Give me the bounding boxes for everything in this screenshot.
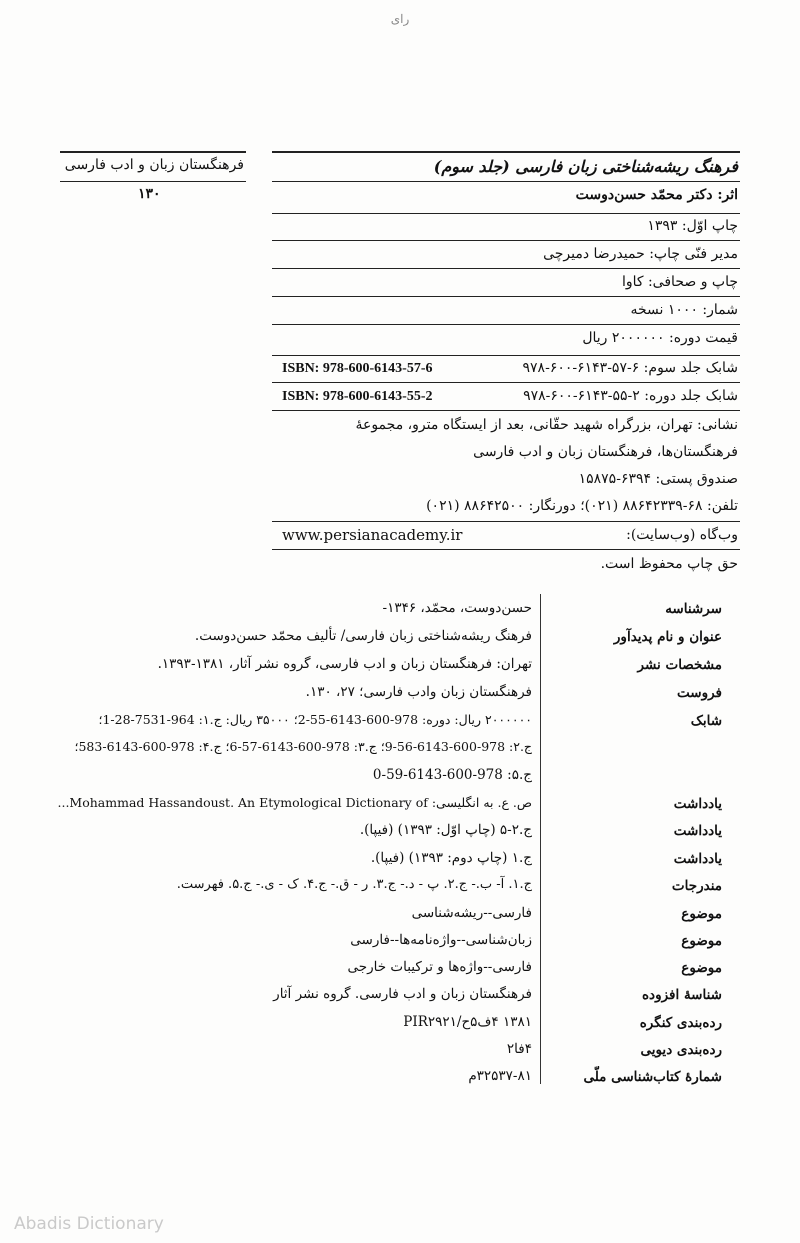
cip-label: یادداشت — [673, 823, 722, 839]
isbn-set-fa: شابک جلد دوره: ۲-۵۵-۶۱۴۳-۶۰۰-۹۷۸ — [523, 388, 738, 404]
watermark-text: Abadis Dictionary — [14, 1214, 164, 1234]
printing-line: چاپ و صحافی: کاوا — [621, 274, 738, 290]
cip-label: یادداشت — [673, 851, 722, 867]
cip-value: ج.۲: 978-600-6143-56-9؛ ج.۳: 978-600-6143-57-6؛ ج.۴: 978-600-6143-583؛ — [74, 739, 532, 754]
book-title: فرهنگ ریشه‌شناختی زبان فارسی (جلد سوم) — [433, 157, 738, 176]
cip-label: موضوع — [681, 906, 722, 922]
cip-label: موضوع — [681, 933, 722, 949]
rule-9 — [272, 410, 740, 411]
cip-value: ۴فا۲ — [506, 1041, 532, 1057]
cip-label: مشخصات نشر — [637, 657, 722, 673]
running-header: رای — [390, 12, 410, 26]
cip-value: ج.۵: 978-600-6143-59-0 — [372, 767, 532, 783]
author-line: اثر: دکتر محمّد حسن‌دوست — [575, 187, 738, 203]
cip-label: رده‌بندی دیویی — [640, 1042, 722, 1058]
cip-value: ۲۰۰۰۰۰۰ ریال: دوره: 978-600-6143-55-2؛ ۳۵۰۰۰ ریال: ج.۱: 964-7531-28-1؛ — [98, 712, 532, 727]
address-line-1: نشانی: تهران، بزرگراه شهید حقّانی، بعد از ایستگاه مترو، مجموعهٔ — [355, 417, 738, 433]
isbn-volume-en: ISBN: 978-600-6143-57-6 — [282, 361, 433, 376]
rule-10 — [272, 521, 740, 522]
isbn-set-en: ISBN: 978-600-6143-55-2 — [282, 389, 433, 404]
cip-value: فارسی--واژه‌ها و ترکیبات خارجی — [347, 959, 532, 975]
cip-label: موضوع — [681, 960, 722, 976]
edition-line: چاپ اوّل: ۱۳۹۳ — [647, 218, 738, 234]
cip-label: سرشناسه — [665, 601, 722, 617]
cip-divider — [540, 594, 541, 1084]
cip-label: شابک — [690, 713, 722, 729]
price-line: قیمت دوره: ۲۰۰۰۰۰۰ ریال — [582, 330, 738, 346]
rule-11 — [272, 549, 740, 550]
cip-value: زبان‌شناسی--واژه‌نامه‌ها--فارسی — [350, 932, 532, 948]
website-label: وب‌گاه (وب‌سایت): — [626, 527, 738, 543]
cip-label: فروست — [677, 685, 722, 701]
pobox-line: صندوق پستی: ۶۳۹۴-۱۵۸۷۵ — [578, 471, 738, 487]
address-line-2: فرهنگستان‌ها، فرهنگستان زبان و ادب فارسی — [473, 444, 738, 460]
rule-5 — [272, 296, 740, 297]
cip-value: ج.۱. آ- ب.- ج.۲. پ - د.- ج.۳. ر - ق.- ج.۴. ک - ی.- ج.۵. فهرست. — [176, 877, 532, 892]
rule-7 — [272, 355, 740, 356]
cip-label: شناسهٔ افزوده — [641, 987, 722, 1003]
isbn-volume-fa: شابک جلد سوم: ۶-۵۷-۶۱۴۳-۶۰۰-۹۷۸ — [522, 360, 738, 376]
cip-value: ۱۳۸۱ ۴ف۵ح/PIR۲۹۲۱ — [403, 1014, 532, 1030]
cip-value: ج.۲-۵ (چاپ اوّل: ۱۳۹۳) (فیپا). — [359, 822, 532, 838]
copies-line: شمار: ۱۰۰۰ نسخه — [630, 302, 738, 318]
cip-label: مندرجات — [671, 878, 722, 894]
cip-value: فارسی--ریشه‌شناسی — [411, 905, 532, 921]
manager-line: مدیر فنّی چاپ: حمیدرضا دمیرچی — [543, 246, 738, 262]
rule-1 — [272, 181, 740, 182]
copyright-top-rule — [272, 151, 740, 153]
cip-value: حسن‌دوست، محمّد، ۱۳۴۶- — [382, 600, 532, 616]
page-number: ۱۳۰ — [138, 186, 161, 202]
cip-label: عنوان و نام پدیدآور — [613, 629, 722, 645]
cip-value: فرهنگستان زبان وادب فارسی؛ ۲۷، ۱۳۰. — [305, 684, 532, 700]
phone-line: تلفن: ۶۸-۸۸۶۴۲۳۳۹ (۰۲۱)؛ دورنگار: ۸۸۶۴۲۵۰۰ (۰۲۱) — [426, 498, 738, 514]
cip-value: تهران: فرهنگستان زبان و ادب فارسی، گروه نشر آثار، ۱۳۸۱-۱۳۹۳. — [157, 656, 532, 672]
cip-value: ج.۱ (چاپ دوم: ۱۳۹۳) (فیپا). — [370, 850, 532, 866]
cip-value: فرهنگ ریشه‌شناختی زبان فارسی/ تألیف محمّد حسن‌دوست. — [194, 628, 532, 644]
sidebar-publisher: فرهنگستان زبان و ادب فارسی — [64, 157, 244, 173]
cip-label: رده‌بندی کنگره — [639, 1015, 722, 1031]
rule-8 — [272, 382, 740, 383]
rule-3 — [272, 240, 740, 241]
cip-value: ۳۲۵۳۷-۸۱م — [468, 1068, 532, 1084]
cip-value: ص. ع. به انگلیسی: Mohammad Hassandoust. An Etymological Dictionary of... — [57, 795, 532, 810]
website-link[interactable]: www.persianacademy.ir — [282, 526, 463, 544]
cip-label: شمارهٔ کتاب‌شناسی ملّی — [583, 1069, 722, 1085]
rule-6 — [272, 324, 740, 325]
cip-value: فرهنگستان زبان و ادب فارسی. گروه نشر آثار — [273, 986, 532, 1002]
cip-label: یادداشت — [673, 796, 722, 812]
sidebar-bottom-rule — [60, 181, 246, 182]
rights-line: حق چاپ محفوظ است. — [600, 556, 738, 572]
rule-2 — [272, 213, 740, 214]
sidebar-top-rule — [60, 151, 246, 153]
rule-4 — [272, 268, 740, 269]
